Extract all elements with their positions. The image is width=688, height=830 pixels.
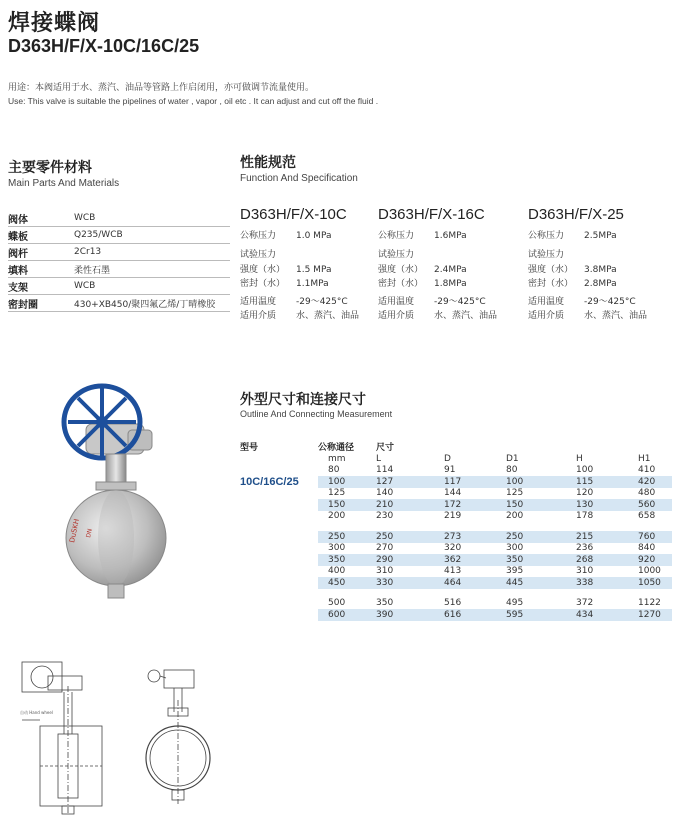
spec-label: 试验压力	[528, 250, 565, 260]
part-name: 支架	[8, 278, 74, 295]
spec-value: -29～425°C	[434, 297, 486, 307]
spec-value: 2.4MPa	[434, 265, 467, 275]
parts-row	[8, 261, 230, 278]
spec-label: 试验压力	[378, 250, 415, 260]
spec-label: 适用温度	[528, 297, 565, 307]
spec-value: 2.8MPa	[584, 279, 617, 289]
dim-cell: 420	[638, 476, 672, 488]
valve-mark-dn: DN	[85, 528, 94, 539]
dn-cell: 150	[318, 499, 376, 511]
dim-cell: 270	[376, 543, 394, 554]
spec-label: 适用温度	[240, 297, 277, 307]
series-label: 10C/16C/25	[240, 476, 299, 488]
dim-title-cn: 外型尺寸和连接尺寸	[240, 392, 366, 408]
dimension-table	[240, 440, 672, 621]
spec-title-en: Function And Specification	[240, 173, 358, 184]
spec-value: -29～425°C	[584, 297, 636, 307]
spec-label: 密封（水）	[528, 279, 574, 289]
dim-cell: 410	[638, 465, 656, 476]
usage-cn: 用途：本阀适用于水、蒸汽、油品等管路上作启闭用，亦可做调节流量使用。	[8, 83, 315, 93]
dim-cell: 150	[506, 499, 576, 511]
dim-cell: 372	[576, 598, 594, 609]
dim-cell: 144	[444, 488, 462, 499]
dim-cell: 215	[576, 531, 638, 543]
part-material: WCB	[74, 210, 230, 227]
side-view-drawing	[18, 656, 128, 818]
table-row	[240, 598, 672, 610]
spec-value: 水、蒸汽、油品	[296, 311, 360, 321]
dn-cell: 600	[318, 609, 376, 621]
spec-model: D363H/F/X-16C	[378, 206, 485, 223]
table-row	[240, 488, 672, 500]
dim-cell: 320	[444, 543, 462, 554]
col-size: 尺寸	[376, 443, 395, 453]
parts-row	[8, 227, 230, 244]
dim-cell: 434	[576, 609, 638, 621]
parts-title-cn: 主要零件材料	[8, 160, 92, 176]
row-spacer	[240, 589, 672, 598]
spec-label: 适用温度	[378, 297, 415, 307]
parts-title-en: Main Parts And Materials	[8, 178, 120, 189]
valve-photo	[48, 378, 198, 608]
spec-column	[240, 206, 359, 323]
part-name: 填料	[8, 261, 74, 278]
dim-cell: 560	[638, 499, 672, 511]
part-name: 阀体	[8, 210, 74, 227]
dim-cell: 117	[444, 476, 506, 488]
table-row	[240, 577, 672, 589]
col-H: H	[576, 453, 583, 464]
dim-cell: 210	[376, 499, 444, 511]
part-material: Q235/WCB	[74, 227, 230, 244]
spec-value: 2.5MPa	[584, 231, 617, 241]
parts-table	[8, 210, 230, 312]
dn-cell: 450	[318, 577, 376, 589]
spec-value: 1.6MPa	[434, 231, 467, 241]
spec-model: D363H/F/X-10C	[240, 206, 347, 223]
spec-model: D363H/F/X-25	[528, 206, 624, 223]
dim-cell: 268	[576, 554, 638, 566]
spec-label: 强度（水）	[378, 265, 424, 275]
spec-value: 3.8MPa	[584, 265, 617, 275]
row-spacer	[240, 522, 672, 531]
dim-cell: 273	[444, 531, 506, 543]
spec-label: 适用介质	[528, 311, 565, 321]
front-view-drawing	[138, 660, 214, 810]
spec-label: 试验压力	[240, 250, 277, 260]
dim-cell: 140	[376, 488, 394, 499]
dim-cell: 125	[506, 488, 524, 499]
dn-cell: 80	[328, 465, 340, 476]
spec-value: 1.1MPa	[296, 279, 329, 289]
dim-cell: 200	[506, 511, 524, 522]
table-row	[240, 476, 672, 488]
dn-cell: 400	[328, 566, 346, 577]
dim-cell: 172	[444, 499, 506, 511]
spec-value: 水、蒸汽、油品	[584, 311, 648, 321]
col-D1: D1	[506, 453, 519, 464]
part-material: 柔性石墨	[74, 261, 230, 278]
col-L: L	[376, 453, 382, 464]
dim-cell: 464	[444, 577, 506, 589]
dn-cell: 350	[318, 554, 376, 566]
table-row	[240, 531, 672, 543]
part-material: 2Cr13	[74, 244, 230, 261]
dim-cell: 219	[444, 511, 462, 522]
spec-column	[378, 206, 497, 323]
dn-cell: 250	[318, 531, 376, 543]
dim-cell: 130	[576, 499, 638, 511]
dim-cell: 658	[638, 511, 656, 522]
table-row	[240, 609, 672, 621]
table-row	[240, 465, 672, 477]
dim-cell: 100	[576, 465, 594, 476]
dim-title-en: Outline And Connecting Measurement	[240, 409, 393, 419]
spec-title-cn: 性能规范	[240, 155, 296, 171]
col-H1: H1	[638, 453, 651, 464]
table-row	[240, 566, 672, 578]
dim-cell: 310	[376, 566, 394, 577]
dim-cell: 178	[576, 511, 594, 522]
parts-row	[8, 244, 230, 261]
dim-cell: 310	[576, 566, 594, 577]
parts-row	[8, 295, 230, 312]
dim-cell: 1122	[638, 598, 661, 609]
valve-mark: DuSKH	[68, 518, 81, 544]
spec-value: 1.0 MPa	[296, 231, 332, 241]
dim-cell: 350	[506, 554, 576, 566]
dim-cell: 290	[376, 554, 444, 566]
col-model: 型号	[240, 443, 259, 453]
dim-cell: 114	[376, 465, 394, 476]
dim-cell: 250	[506, 531, 576, 543]
usage-en: Use: This valve is suitable the pipelines of water , vapor , oil etc . It can adjust and cut off the fluid .	[8, 96, 379, 106]
table-row	[240, 554, 672, 566]
dim-cell: 516	[444, 598, 462, 609]
drawing-note: 自动 Hand wheel	[20, 710, 53, 715]
page-title: 焊接蝶阀	[8, 11, 101, 36]
col-unit: mm	[328, 453, 346, 464]
spec-value: 水、蒸汽、油品	[434, 311, 498, 321]
dim-cell: 91	[444, 465, 456, 476]
dn-cell: 100	[318, 476, 376, 488]
dim-cell: 127	[376, 476, 444, 488]
dn-cell: 300	[328, 543, 346, 554]
part-name: 蝶板	[8, 227, 74, 244]
dim-cell: 1050	[638, 577, 672, 589]
dim-cell: 413	[444, 566, 462, 577]
dim-cell: 250	[376, 531, 444, 543]
spec-value: 1.8MPa	[434, 279, 467, 289]
spec-label: 强度（水）	[240, 265, 286, 275]
dim-cell: 840	[638, 543, 656, 554]
dim-cell: 760	[638, 531, 672, 543]
table-row	[240, 543, 672, 555]
dim-cell: 390	[376, 609, 444, 621]
dim-cell: 230	[376, 511, 394, 522]
model-number: D363H/F/X-10C/16C/25	[8, 36, 200, 56]
dim-cell: 236	[576, 543, 594, 554]
dim-cell: 395	[506, 566, 524, 577]
dim-cell: 495	[506, 598, 524, 609]
dim-cell: 100	[506, 476, 576, 488]
parts-row	[8, 278, 230, 295]
dim-cell: 595	[506, 609, 576, 621]
col-D: D	[444, 453, 451, 464]
dim-cell: 1270	[638, 609, 672, 621]
dim-cell: 120	[576, 488, 594, 499]
dim-cell: 362	[444, 554, 506, 566]
dim-cell: 338	[576, 577, 638, 589]
dn-cell: 500	[328, 598, 346, 609]
dim-cell: 350	[376, 598, 394, 609]
spec-value: -29～425°C	[296, 297, 348, 307]
spec-label: 强度（水）	[528, 265, 574, 275]
dim-cell: 480	[638, 488, 656, 499]
table-row	[240, 511, 672, 523]
dn-cell: 125	[328, 488, 346, 499]
spec-label: 公称压力	[240, 231, 277, 241]
spec-label: 适用介质	[240, 311, 277, 321]
dim-cell: 80	[506, 465, 518, 476]
part-material: WCB	[74, 278, 230, 295]
dim-cell: 330	[376, 577, 444, 589]
col-dn: 公称通径	[318, 443, 355, 453]
spec-value: 1.5 MPa	[296, 265, 332, 275]
spec-label: 公称压力	[378, 231, 415, 241]
part-material: 430+XB450/聚四氟乙烯/丁晴橡胶	[74, 295, 230, 312]
spec-label: 公称压力	[528, 231, 565, 241]
spec-label: 适用介质	[378, 311, 415, 321]
dim-cell: 115	[576, 476, 638, 488]
spec-label: 密封（水）	[378, 279, 424, 289]
parts-row	[8, 210, 230, 227]
part-name: 密封圈	[8, 295, 74, 312]
spec-label: 密封（水）	[240, 279, 286, 289]
spec-column	[528, 206, 647, 323]
dn-cell: 200	[328, 511, 346, 522]
table-row	[240, 499, 672, 511]
part-name: 阀杆	[8, 244, 74, 261]
dim-cell: 300	[506, 543, 524, 554]
dim-cell: 616	[444, 609, 506, 621]
dim-cell: 1000	[638, 566, 661, 577]
dim-cell: 445	[506, 577, 576, 589]
dim-cell: 920	[638, 554, 672, 566]
